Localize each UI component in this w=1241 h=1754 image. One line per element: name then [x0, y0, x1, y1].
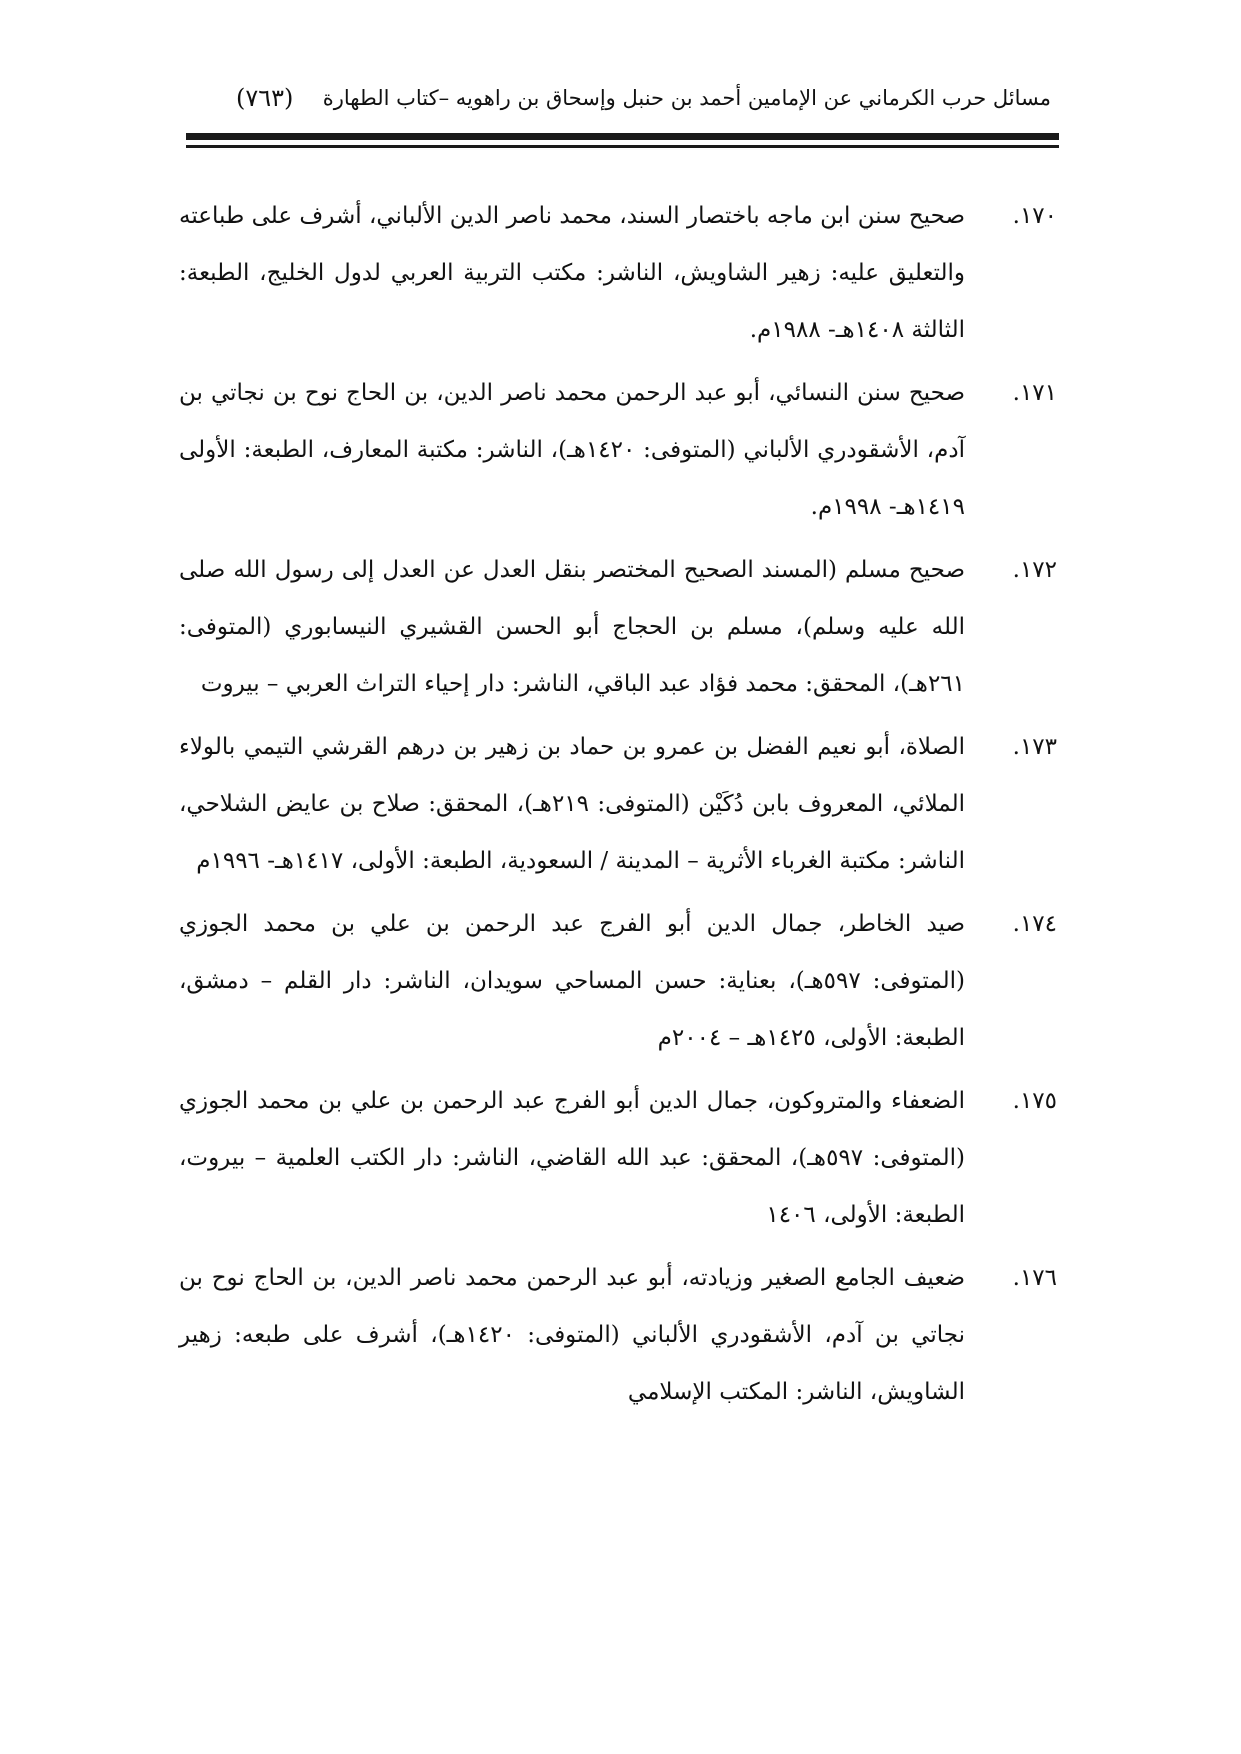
- bibliography-entry-173: [179, 719, 1057, 890]
- entry-text: صحيح سنن النسائي، أبو عبد الرحمن محمد ناصر الدين، بن الحاج نوح بن نجاتي بن آدم، الأشقودري الألباني (المتوفى: ١٤٢٠هـ)، الناشر: مكتبة المعارف، الطبعة: الأولى ١٤١٩هـ- ١٩٩٨م.: [179, 380, 965, 520]
- entry-text: صحيح سنن ابن ماجه باختصار السند، محمد ناصر الدين الألباني، أشرف على طباعته والتعليق عليه: زهير الشاويش، الناشر: مكتب التربية العربي لدول الخليج، الطبعة: الثالثة ١٤٠٨هـ- ١٩٨٨م.: [179, 203, 965, 343]
- bibliography-list: [179, 188, 1057, 1427]
- bibliography-entry-170: [179, 188, 1057, 359]
- entry-number: ١٧٢.: [1012, 557, 1057, 583]
- entry-number: ١٧١.: [1012, 380, 1057, 406]
- page-number: (٧٦٣): [236, 84, 294, 112]
- entry-text: الصلاة، أبو نعيم الفضل بن عمرو بن حماد بن زهير بن درهم القرشي التيمي بالولاء الملائي، المعروف بابن دُكَيْن (المتوفى: ٢١٩هـ)، المحقق: صلاح بن عايض الشلاحي، الناشر: مكتبة الغرباء الأثرية – المدينة / السعودية، الطبعة: الأولى، ١٤١٧هـ- ١٩٩٦م: [179, 734, 965, 874]
- running-title: مسائل حرب الكرماني عن الإمامين أحمد بن حنبل وإسحاق بن راهويه –كتاب الطهارة: [322, 86, 1051, 110]
- entry-number: ١٧٠.: [1012, 203, 1057, 229]
- bibliography-entry-171: [179, 365, 1057, 536]
- bibliography-entry-175: [179, 1073, 1057, 1244]
- bibliography-entry-176: [179, 1250, 1057, 1421]
- entry-number: ١٧٣.: [1012, 734, 1057, 760]
- header-rule-thin: [186, 145, 1059, 148]
- entry-number: ١٧٤.: [1012, 911, 1057, 937]
- entry-text: ضعيف الجامع الصغير وزيادته، أبو عبد الرحمن محمد ناصر الدين، بن الحاج نوح بن نجاتي بن آدم، الأشقودري الألباني (المتوفى: ١٤٢٠هـ)، أشرف على طبعه: زهير الشاويش، الناشر: المكتب الإسلامي: [179, 1265, 965, 1405]
- header-rule-thick: [186, 133, 1059, 140]
- page-header: [236, 78, 1051, 118]
- entry-number: ١٧٥.: [1012, 1088, 1057, 1114]
- bibliography-entry-174: [179, 896, 1057, 1067]
- entry-text: الضعفاء والمتروكون، جمال الدين أبو الفرج عبد الرحمن بن علي بن محمد الجوزي (المتوفى: ٥٩٧هـ)، المحقق: عبد الله القاضي، الناشر: دار الكتب العلمية – بيروت، الطبعة: الأولى، ١٤٠٦: [179, 1088, 965, 1228]
- bibliography-entry-172: [179, 542, 1057, 713]
- entry-text: صحيح مسلم (المسند الصحيح المختصر بنقل العدل عن العدل إلى رسول الله صلى الله عليه وسلم)، مسلم بن الحجاج أبو الحسن القشيري النيسابوري (المتوفى: ٢٦١هـ)، المحقق: محمد فؤاد عبد الباقي، الناشر: دار إحياء التراث العربي – بيروت: [179, 557, 965, 697]
- entry-number: ١٧٦.: [1012, 1265, 1057, 1291]
- entry-text: صيد الخاطر، جمال الدين أبو الفرج عبد الرحمن بن علي بن محمد الجوزي (المتوفى: ٥٩٧هـ)، بعناية: حسن المساحي سويدان، الناشر: دار القلم – دمشق، الطبعة: الأولى، ١٤٢٥هـ – ٢٠٠٤م: [179, 911, 965, 1051]
